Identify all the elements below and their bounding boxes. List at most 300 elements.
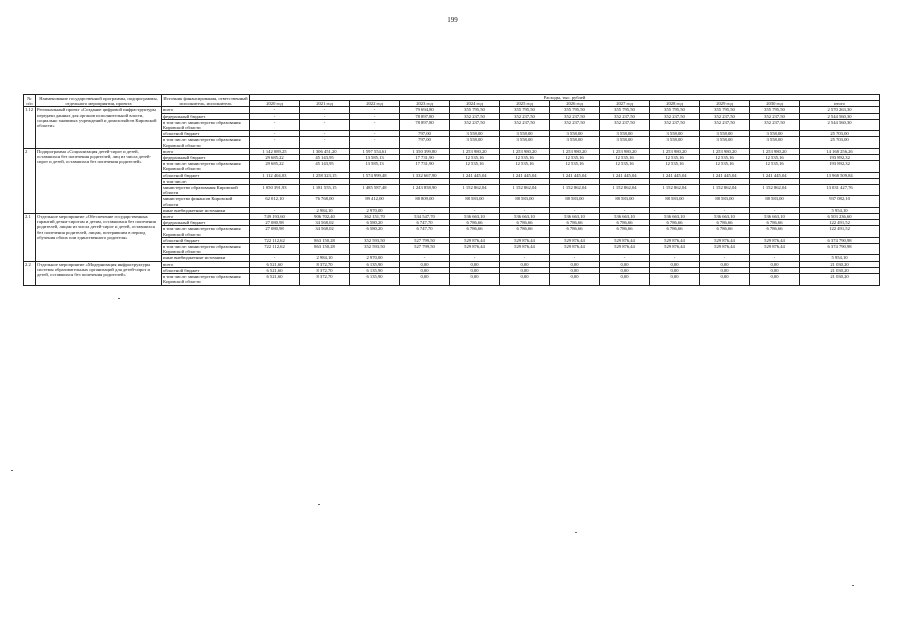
value-cell: 6 135,90 [350,267,400,273]
value-cell: 2 984,10 [300,207,350,213]
value-cell: 88 583,00 [450,196,500,207]
value-cell: - [750,207,800,213]
value-cell: 1 574 999,48 [350,172,400,178]
value-cell: 1 152 862,04 [650,185,700,196]
value-cell: 8 372,70 [300,261,350,267]
value-cell: 13 585,13 [350,155,400,161]
value-cell: 3 558,00 [750,131,800,137]
value-cell: 529 876,44 [700,237,750,243]
value-cell: 0,00 [750,274,800,285]
value-cell: 6 135,90 [350,261,400,267]
funding-source: областной бюджет [162,237,250,243]
value-cell: 1 485 587,48 [350,185,400,196]
value-cell: 1 253 980,20 [450,148,500,154]
value-cell: - [350,131,400,137]
value-cell: 355 795,50 [500,107,550,113]
value-cell: - [300,131,350,137]
value-cell: 12 535,16 [550,161,600,172]
value-cell: 34 568,02 [300,226,350,237]
value-cell: 529 876,44 [500,244,550,255]
value-cell: - [450,207,500,213]
funding-source: иные внебюджетные источники [162,255,250,261]
value-cell: 1 241 445,04 [500,172,550,178]
value-cell: 529 876,44 [450,244,500,255]
value-cell: - [700,207,750,213]
funding-source: министерство образования Кировской области [162,185,250,196]
value-cell: 6 786,66 [750,220,800,226]
value-cell: 12 535,16 [750,155,800,161]
value-cell: 355 795,50 [600,107,650,113]
section-name: Отдельное мероприятие «Обеспечение государственных гарантий детям-сиротам и детям, оставшимся без попечения родителей, лицам из числа детей-сирот и детей, оставшихся без попечения родителей, лицам, потерявшим в период обучения обоих или единственного родителя» [36,214,162,262]
value-cell: 0,00 [550,261,600,267]
funding-source: министерство финансов Кировской области [162,196,250,207]
value-cell: - [650,207,700,213]
value-cell: 3 558,00 [700,137,750,148]
value-cell: 12 535,16 [450,155,500,161]
value-cell: 863 150,28 [300,237,350,243]
header-year: 2029 год [700,101,750,107]
value-cell: 12 535,16 [650,155,700,161]
funding-source: всего [162,214,250,220]
value-cell: 8 372,70 [300,274,350,285]
funding-source: в том числе: министерство образования Кировской области [162,244,250,255]
value-cell: 722 112,62 [250,244,300,255]
header-year: 2026 год [550,101,600,107]
value-cell: - [250,137,300,148]
value-cell: 0,00 [600,274,650,285]
value-cell: 6 521,60 [250,261,300,267]
value-cell: 352 237,50 [650,119,700,130]
header-num: № п/п [24,95,36,107]
value-cell: 1 253 980,20 [700,148,750,154]
value-cell: - [450,255,500,261]
value-cell: 1 050 391,93 [250,185,300,196]
value-cell: - [250,131,300,137]
value-cell: 536 663,10 [650,214,700,220]
value-cell: 12 535,16 [650,161,700,172]
value-cell: 355 795,50 [700,107,750,113]
value-cell: 352 237,50 [550,119,600,130]
value-cell: 352 237,50 [600,119,650,130]
section-number: 2 [24,148,36,213]
funding-source: в том числе: [162,178,250,184]
value-cell: 352 593,50 [350,244,400,255]
value-cell: - [350,119,400,130]
value-cell: 529 876,44 [750,237,800,243]
value-cell: 0,00 [550,267,600,273]
value-cell: 1 241 445,04 [700,172,750,178]
value-cell: 0,00 [600,267,650,273]
value-cell: 6 786,66 [450,226,500,237]
header-name: Наименование государственной программы, подпрограммы, отдельного мероприятия, проекта [36,95,162,107]
value-cell: - [650,255,700,261]
value-cell: 6 747,70 [400,220,450,226]
value-cell: 12 535,16 [450,161,500,172]
value-cell: - [550,207,600,213]
value-cell: 27 080,98 [250,226,300,237]
total-cell: 937 082,10 [800,196,880,207]
value-cell: - [250,107,300,113]
value-cell: 6 580,20 [350,220,400,226]
value-cell: 6 786,66 [450,220,500,226]
header-year: 2028 год [650,101,700,107]
value-cell: 1 258 323,15 [300,172,350,178]
value-cell: 62 012,10 [250,196,300,207]
value-cell: 6 786,66 [750,226,800,237]
scan-speck [575,532,577,533]
funding-source: в том числе: министерство образования Кировской области [162,226,250,237]
value-cell: 6 786,66 [650,220,700,226]
value-cell: 0,00 [400,274,450,285]
value-cell: 76 768,00 [300,196,350,207]
value-cell: 6 521,60 [250,274,300,285]
funding-source: в том числе: министерство образования Кировской области [162,137,250,148]
value-cell: 34 568,02 [300,220,350,226]
value-cell: 529 876,44 [700,244,750,255]
header-year: 2020 год [250,101,300,107]
value-cell: 1 253 980,20 [550,148,600,154]
value-cell: 352 237,50 [550,113,600,119]
value-cell: 0,00 [650,274,700,285]
value-cell: - [300,113,350,119]
header-expenses: Расходы, тыс. рублей [250,95,880,101]
funding-source: федеральный бюджет [162,220,250,226]
value-cell: 1 306 451,20 [300,148,350,154]
value-cell: 6 786,66 [500,220,550,226]
value-cell: 0,00 [400,261,450,267]
section-name: Региональный проект «Создание цифровой инфраструктуры передачи данных для органов исполнительной власти, социально значимых учреждений и домохозяйств Кировской области» [36,107,162,148]
value-cell: 536 663,10 [450,214,500,220]
value-cell: 0,00 [600,261,650,267]
header-year: 2027 год [600,101,650,107]
funding-source: всего [162,261,250,267]
total-cell: 14 168 256,26 [800,148,880,154]
value-cell: 0,00 [450,267,500,273]
value-cell: 536 663,10 [550,214,600,220]
total-cell: 2 544 560,30 [800,119,880,130]
funding-source: иные внебюджетные источники [162,207,250,213]
value-cell: - [250,119,300,130]
value-cell: 2 970,00 [350,255,400,261]
value-cell: 3 558,00 [500,131,550,137]
value-cell: 3 558,00 [650,137,700,148]
value-cell: - [500,207,550,213]
value-cell: 6 786,66 [600,220,650,226]
value-cell: 88 583,00 [750,196,800,207]
total-cell: 25 703,00 [800,137,880,148]
value-cell: 6 786,66 [700,220,750,226]
value-cell: 1 253 980,20 [750,148,800,154]
value-cell: 1 181 555,15 [300,185,350,196]
value-cell: 12 535,16 [600,161,650,172]
value-cell: 12 535,16 [750,161,800,172]
total-cell: 13 031 427,76 [800,185,880,196]
funding-source: областной бюджет [162,267,250,273]
value-cell: 355 795,50 [750,107,800,113]
value-cell: 529 876,44 [550,244,600,255]
value-cell: 1 152 862,04 [750,185,800,196]
total-cell: 21 030,20 [800,267,880,273]
value-cell: 17 731,90 [400,161,450,172]
value-cell: 863 150,28 [300,244,350,255]
total-cell: 2 544 560,30 [800,113,880,119]
value-cell: - [250,255,300,261]
funding-source: федеральный бюджет [162,155,250,161]
value-cell: - [600,207,650,213]
value-cell: 352 237,50 [700,119,750,130]
value-cell: 0,00 [750,267,800,273]
value-cell: - [350,107,400,113]
header-year: 2021 год [300,101,350,107]
value-cell: 352 237,50 [500,119,550,130]
value-cell: 6 580,20 [350,226,400,237]
value-cell: 362 151,70 [350,214,400,220]
value-cell: 6 521,60 [250,267,300,273]
value-cell: 0,00 [650,261,700,267]
value-cell: 0,00 [400,267,450,273]
scan-speck [11,470,13,471]
value-cell: 536 663,10 [750,214,800,220]
value-cell: 0,00 [750,261,800,267]
value-cell: 1 241 445,04 [550,172,600,178]
value-cell: 1 142 089,25 [250,148,300,154]
funding-source: в том числе: министерство образования Кировской области [162,119,250,130]
value-cell: 78 897,80 [400,113,450,119]
value-cell: 1 241 445,04 [750,172,800,178]
value-cell: 0,00 [500,261,550,267]
value-cell: 0,00 [500,267,550,273]
total-cell: 5 954,10 [800,207,880,213]
value-cell: 29 685,22 [250,161,300,172]
value-cell: 88 583,00 [550,196,600,207]
value-cell: 1 350 399,80 [400,148,450,154]
value-cell: - [400,255,450,261]
value-cell: 3 558,00 [600,137,650,148]
total-cell: 6 374 790,98 [800,244,880,255]
value-cell: 88 583,00 [650,196,700,207]
value-cell: 6 786,66 [650,226,700,237]
value-cell: - [400,207,450,213]
table-body [24,107,880,285]
funding-source: областной бюджет [162,172,250,178]
value-cell: 797,00 [400,131,450,137]
funding-source: всего [162,107,250,113]
value-cell: 1 597 554,61 [350,148,400,154]
value-cell: 355 795,50 [650,107,700,113]
funding-source: областной бюджет [162,131,250,137]
value-cell: 529 876,44 [600,237,650,243]
value-cell: 1 332 667,90 [400,172,450,178]
value-cell: 2 970,00 [350,207,400,213]
total-cell: 193 892,32 [800,161,880,172]
value-cell: 3 558,00 [650,131,700,137]
funding-source: в том числе: министерство образования Кировской области [162,161,250,172]
value-cell: 0,00 [550,274,600,285]
value-cell: 352 237,50 [450,119,500,130]
value-cell: 3 558,00 [600,131,650,137]
value-cell: 1 253 980,20 [600,148,650,154]
value-cell: 1 152 862,04 [600,185,650,196]
total-cell: 122 491,52 [800,226,880,237]
value-cell: 906 702,40 [300,214,350,220]
scan-speck [118,298,120,299]
value-cell: 1 112 404,03 [250,172,300,178]
value-cell: 0,00 [450,261,500,267]
value-cell: - [300,107,350,113]
value-cell: 352 237,50 [600,113,650,119]
total-cell: 6 503 236,60 [800,214,880,220]
value-cell: 6 786,66 [500,226,550,237]
value-cell: 79 694,80 [400,107,450,113]
value-cell: 8 372,70 [300,267,350,273]
value-cell: 6 135,90 [350,274,400,285]
value-cell: 1 152 862,04 [500,185,550,196]
value-cell: 352 237,50 [500,113,550,119]
value-cell: 89 412,00 [350,196,400,207]
value-cell: - [350,113,400,119]
value-cell: - [300,119,350,130]
value-cell: 1 243 858,90 [400,185,450,196]
value-cell: 12 535,16 [500,161,550,172]
value-cell: 529 876,44 [600,244,650,255]
value-cell: 355 795,50 [450,107,500,113]
value-cell: 3 558,00 [500,137,550,148]
total-cell: 6 374 790,98 [800,237,880,243]
section-number: 2.1 [24,214,36,262]
value-cell: 355 795,50 [550,107,600,113]
value-cell: 0,00 [700,261,750,267]
value-cell: 1 152 862,04 [450,185,500,196]
value-cell: 0,00 [450,274,500,285]
value-cell: 534 547,70 [400,214,450,220]
section-number: 2.2 [24,261,36,285]
value-cell: - [250,207,300,213]
value-cell: 1 152 862,04 [550,185,600,196]
value-cell: 88 583,00 [700,196,750,207]
scan-speck [852,585,854,586]
value-cell: 3 558,00 [700,131,750,137]
value-cell: 722 112,62 [250,237,300,243]
value-cell: 797,00 [400,137,450,148]
value-cell: 12 535,16 [550,155,600,161]
value-cell: 527 799,50 [400,244,450,255]
value-cell: 1 152 862,04 [700,185,750,196]
budget-table [23,94,880,286]
value-cell: 88 583,00 [600,196,650,207]
value-cell: 78 897,80 [400,119,450,130]
value-cell: 6 747,70 [400,226,450,237]
header-year: 2025 год [500,101,550,107]
value-cell: - [500,255,550,261]
funding-source: в том числе: министерство образования Кировской области [162,274,250,285]
value-cell: - [750,255,800,261]
value-cell: 13 585,13 [350,161,400,172]
value-cell: 12 535,16 [700,161,750,172]
value-cell: 12 535,16 [600,155,650,161]
value-cell: 749 193,60 [250,214,300,220]
value-cell: 1 241 445,04 [650,172,700,178]
header-year: 2022 год [350,101,400,107]
value-cell: 3 558,00 [550,131,600,137]
scan-speck [318,504,320,505]
value-cell: 27 080,98 [250,220,300,226]
value-cell: 29 685,22 [250,155,300,161]
value-cell: 529 876,44 [750,244,800,255]
value-cell: 352 237,50 [750,113,800,119]
value-cell: - [300,137,350,148]
value-cell: 0,00 [650,267,700,273]
value-cell: 352 237,50 [750,119,800,130]
value-cell: 6 786,66 [550,220,600,226]
value-cell: 352 237,50 [450,113,500,119]
total-cell: 122 491,52 [800,220,880,226]
value-cell: 17 731,90 [400,155,450,161]
header-year: 2030 год [750,101,800,107]
value-cell: 3 558,00 [750,137,800,148]
value-cell: 12 535,16 [700,155,750,161]
value-cell: 3 558,00 [450,131,500,137]
value-cell: 536 663,10 [600,214,650,220]
section-name: Подпрограмма «Социализация детей-сирот и детей, оставшихся без попечения родителей, лиц из числа детей-сирот и детей, оставшихся без попечения родителей» [36,148,162,213]
total-cell: 25 703,00 [800,131,880,137]
value-cell: 536 663,10 [700,214,750,220]
value-cell: - [350,137,400,148]
value-cell: 1 253 980,20 [500,148,550,154]
value-cell: 352 237,50 [650,113,700,119]
value-cell: - [250,113,300,119]
value-cell: 45 143,95 [300,155,350,161]
value-cell: 529 876,44 [650,237,700,243]
value-cell: 527 799,50 [400,237,450,243]
value-cell: 529 876,44 [650,244,700,255]
value-cell: 12 535,16 [500,155,550,161]
total-cell: 13 968 509,84 [800,172,880,178]
total-cell: 2 570 263,30 [800,107,880,113]
total-cell: 21 030,20 [800,261,880,267]
value-cell: - [600,255,650,261]
value-cell: 6 786,66 [700,226,750,237]
header-source: Источник финансирования, ответственный исполнитель, исполнитель [163,95,248,106]
total-cell: 21 030,20 [800,274,880,285]
value-cell: 45 143,95 [300,161,350,172]
funding-source: всего [162,148,250,154]
value-cell: 352 237,50 [700,113,750,119]
value-cell: 88 583,00 [500,196,550,207]
value-cell: 529 876,44 [550,237,600,243]
value-cell: 1 241 445,04 [600,172,650,178]
value-cell: 352 593,50 [350,237,400,243]
value-cell: 3 558,00 [450,137,500,148]
section-name: Отдельное мероприятие «Модернизация инфраструктуры системы образовательных организаций для детей-сирот и детей, оставшихся без попечения родителей» [36,261,162,285]
page-number: 199 [447,16,458,24]
value-cell: 2 984,10 [300,255,350,261]
total-cell: 5 954,10 [800,255,880,261]
section-number: 1.12 [24,107,36,148]
value-cell: 529 876,44 [500,237,550,243]
value-cell: 3 558,00 [550,137,600,148]
value-cell: 1 253 980,20 [650,148,700,154]
value-cell: 529 876,44 [450,237,500,243]
value-cell: - [700,255,750,261]
value-cell: 0,00 [700,267,750,273]
value-cell: 1 241 445,04 [450,172,500,178]
value-cell: 536 663,10 [500,214,550,220]
header-year: итого [800,101,880,107]
value-cell: 0,00 [500,274,550,285]
value-cell: 88 809,00 [400,196,450,207]
total-cell: 193 892,32 [800,155,880,161]
value-cell: - [550,255,600,261]
